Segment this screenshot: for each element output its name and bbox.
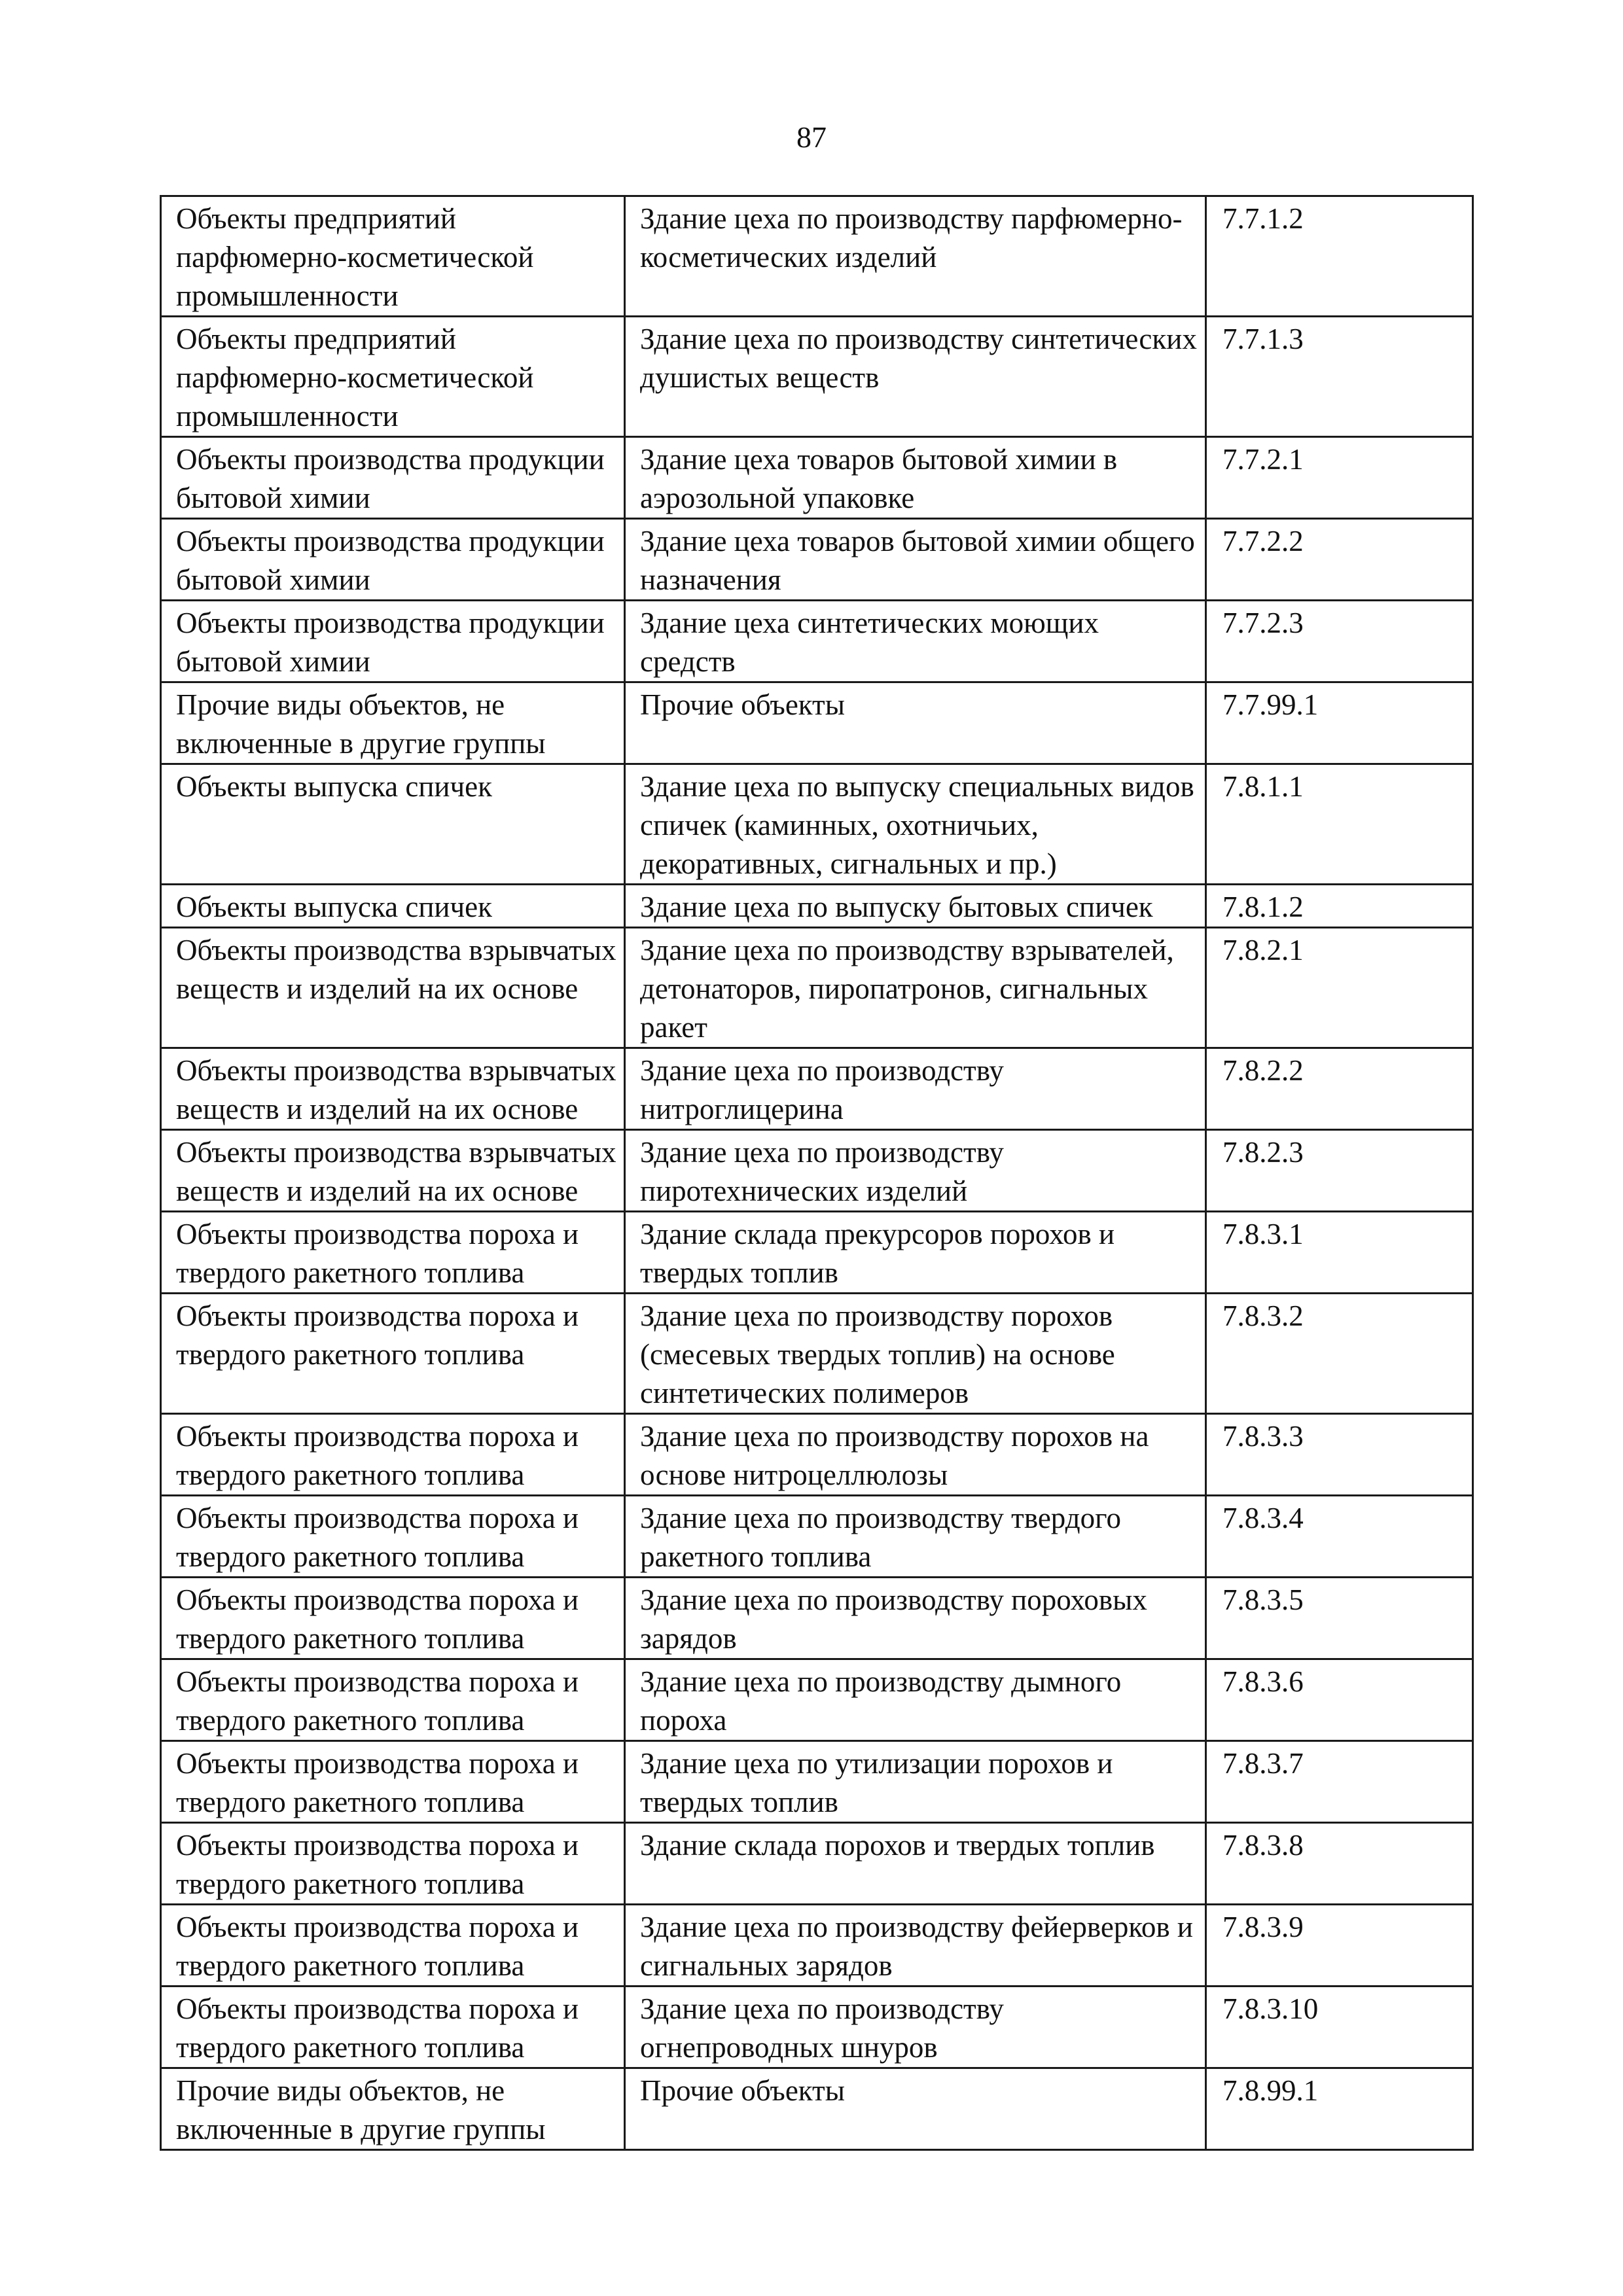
code-cell: 7.8.3.3 xyxy=(1206,1414,1473,1496)
object-type-cell: Объекты производства пороха и твердого ракетного топлива xyxy=(161,1987,625,2068)
building-cell: Здание цеха по утилизации порохов и твердых топлив xyxy=(625,1741,1206,1823)
page-number: 87 xyxy=(796,120,827,154)
table-row xyxy=(161,1496,1473,1578)
code-cell: 7.8.3.8 xyxy=(1206,1823,1473,1905)
table-row xyxy=(161,1048,1473,1130)
table-row xyxy=(161,1414,1473,1496)
building-cell: Прочие объекты xyxy=(625,2068,1206,2150)
building-cell: Здание цеха по выпуску специальных видов спичек (каминных, охотничьих, декоративных, сигнальных и пр.) xyxy=(625,764,1206,885)
code-cell: 7.8.3.10 xyxy=(1206,1987,1473,2068)
object-type-cell: Объекты производства пороха и твердого ракетного топлива xyxy=(161,1741,625,1823)
building-cell: Здание склада прекурсоров порохов и твердых топлив xyxy=(625,1212,1206,1294)
code-cell: 7.8.3.6 xyxy=(1206,1659,1473,1741)
object-type-cell: Объекты производства пороха и твердого ракетного топлива xyxy=(161,1659,625,1741)
table-row xyxy=(161,1294,1473,1414)
table-row xyxy=(161,764,1473,885)
object-type-cell: Объекты выпуска спичек xyxy=(161,885,625,928)
object-type-cell: Объекты производства взрывчатых веществ и изделий на их основе xyxy=(161,1130,625,1212)
building-cell: Прочие объекты xyxy=(625,682,1206,764)
table-row xyxy=(161,1987,1473,2068)
code-cell: 7.8.1.2 xyxy=(1206,885,1473,928)
code-cell: 7.8.2.2 xyxy=(1206,1048,1473,1130)
code-cell: 7.8.3.2 xyxy=(1206,1294,1473,1414)
object-type-cell: Объекты производства взрывчатых веществ и изделий на их основе xyxy=(161,1048,625,1130)
building-cell: Здание цеха по производству твердого ракетного топлива xyxy=(625,1496,1206,1578)
building-cell: Здание цеха по производству дымного пороха xyxy=(625,1659,1206,1741)
table-row xyxy=(161,196,1473,317)
object-type-cell: Объекты производства продукции бытовой химии xyxy=(161,519,625,601)
table-row xyxy=(161,437,1473,519)
building-cell: Здание цеха товаров бытовой химии в аэрозольной упаковке xyxy=(625,437,1206,519)
object-type-cell: Объекты производства взрывчатых веществ и изделий на их основе xyxy=(161,928,625,1048)
object-type-cell: Объекты производства пороха и твердого ракетного топлива xyxy=(161,1496,625,1578)
building-cell: Здание цеха по производству огнепроводных шнуров xyxy=(625,1987,1206,2068)
table-row xyxy=(161,1823,1473,1905)
registry-table-body xyxy=(161,196,1473,2150)
table-row xyxy=(161,928,1473,1048)
object-type-cell: Объекты производства пороха и твердого ракетного топлива xyxy=(161,1294,625,1414)
object-type-cell: Объекты производства пороха и твердого ракетного топлива xyxy=(161,1212,625,1294)
object-type-cell: Прочие виды объектов, не включенные в другие группы xyxy=(161,2068,625,2150)
code-cell: 7.8.3.9 xyxy=(1206,1905,1473,1987)
building-cell: Здание цеха синтетических моющих средств xyxy=(625,601,1206,682)
code-cell: 7.8.3.1 xyxy=(1206,1212,1473,1294)
building-cell: Здание цеха по производству пороховых зарядов xyxy=(625,1578,1206,1659)
building-cell: Здание цеха по производству фейерверков и сигнальных зарядов xyxy=(625,1905,1206,1987)
code-cell: 7.7.1.3 xyxy=(1206,317,1473,437)
building-cell: Здание цеха по производству нитроглицерина xyxy=(625,1048,1206,1130)
object-type-cell: Объекты производства пороха и твердого ракетного топлива xyxy=(161,1414,625,1496)
code-cell: 7.7.99.1 xyxy=(1206,682,1473,764)
table-row xyxy=(161,519,1473,601)
building-cell: Здание цеха по выпуску бытовых спичек xyxy=(625,885,1206,928)
object-type-cell: Объекты производства пороха и твердого ракетного топлива xyxy=(161,1823,625,1905)
table-row xyxy=(161,1578,1473,1659)
table-row xyxy=(161,885,1473,928)
building-cell: Здание цеха по производству синтетических душистых веществ xyxy=(625,317,1206,437)
table-row xyxy=(161,317,1473,437)
table-row xyxy=(161,1212,1473,1294)
building-cell: Здание цеха по производству взрывателей, детонаторов, пиропатронов, сигнальных ракет xyxy=(625,928,1206,1048)
code-cell: 7.8.3.4 xyxy=(1206,1496,1473,1578)
code-cell: 7.8.3.5 xyxy=(1206,1578,1473,1659)
building-cell: Здание цеха по производству парфюмерно-косметических изделий xyxy=(625,196,1206,317)
object-type-cell: Объекты предприятий парфюмерно-косметической промышленности xyxy=(161,196,625,317)
code-cell: 7.8.2.3 xyxy=(1206,1130,1473,1212)
code-cell: 7.8.3.7 xyxy=(1206,1741,1473,1823)
object-type-cell: Прочие виды объектов, не включенные в другие группы xyxy=(161,682,625,764)
table-row xyxy=(161,2068,1473,2150)
building-cell: Здание цеха по производству порохов (смесевых твердых топлив) на основе синтетических полимеров xyxy=(625,1294,1206,1414)
building-cell: Здание цеха товаров бытовой химии общего назначения xyxy=(625,519,1206,601)
building-cell: Здание цеха по производству порохов на основе нитроцеллюлозы xyxy=(625,1414,1206,1496)
code-cell: 7.7.2.1 xyxy=(1206,437,1473,519)
table-row xyxy=(161,1130,1473,1212)
object-type-cell: Объекты производства продукции бытовой химии xyxy=(161,437,625,519)
object-type-cell: Объекты производства продукции бытовой химии xyxy=(161,601,625,682)
table-row xyxy=(161,1905,1473,1987)
object-type-cell: Объекты выпуска спичек xyxy=(161,764,625,885)
object-type-cell: Объекты производства пороха и твердого ракетного топлива xyxy=(161,1578,625,1659)
code-cell: 7.8.2.1 xyxy=(1206,928,1473,1048)
building-cell: Здание склада порохов и твердых топлив xyxy=(625,1823,1206,1905)
object-type-cell: Объекты предприятий парфюмерно-косметической промышленности xyxy=(161,317,625,437)
building-cell: Здание цеха по производству пиротехнических изделий xyxy=(625,1130,1206,1212)
code-cell: 7.8.1.1 xyxy=(1206,764,1473,885)
code-cell: 7.7.2.2 xyxy=(1206,519,1473,601)
table-row xyxy=(161,682,1473,764)
code-cell: 7.7.1.2 xyxy=(1206,196,1473,317)
code-cell: 7.7.2.3 xyxy=(1206,601,1473,682)
table-row xyxy=(161,1741,1473,1823)
table-row xyxy=(161,1659,1473,1741)
object-type-cell: Объекты производства пороха и твердого ракетного топлива xyxy=(161,1905,625,1987)
code-cell: 7.8.99.1 xyxy=(1206,2068,1473,2150)
table-row xyxy=(161,601,1473,682)
object-registry-table xyxy=(160,195,1474,2151)
